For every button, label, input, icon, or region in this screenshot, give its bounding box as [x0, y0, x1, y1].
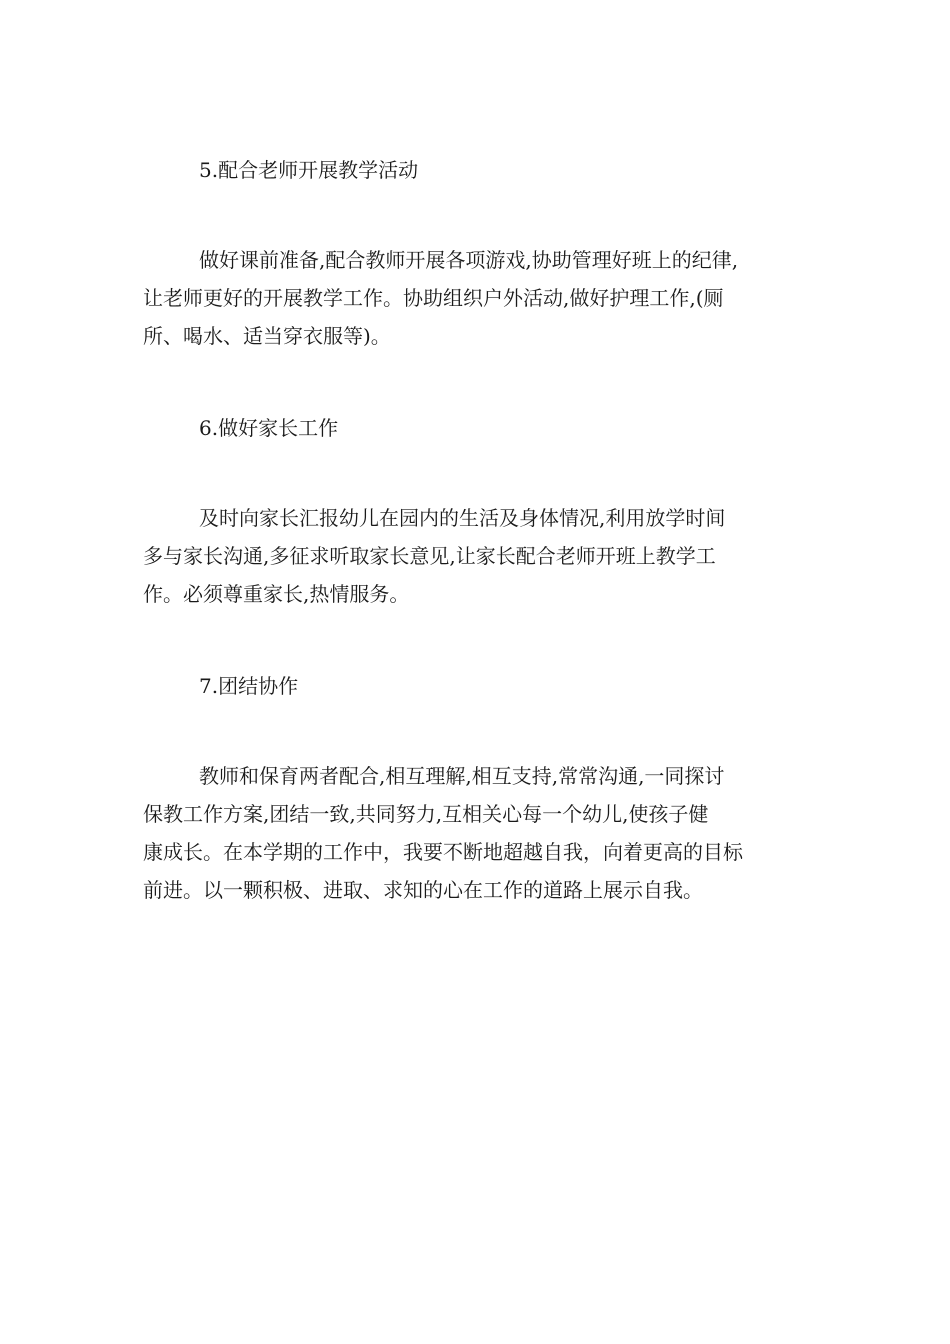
- section-heading-7: 7.团结协作: [199, 674, 299, 698]
- paragraph-line: 所、喝水、适当穿衣服等)。: [143, 324, 391, 348]
- paragraph-line: 前进。以一颗积极、进取、求知的心在工作的道路上展示自我。: [143, 878, 703, 902]
- paragraph-line: 多与家长沟通,多征求听取家长意见,让家长配合老师开班上教学工: [143, 544, 716, 568]
- section-paragraph-7: [143, 757, 815, 909]
- document-body: [143, 151, 815, 909]
- section-heading-5: 5.配合老师开展教学活动: [199, 158, 419, 182]
- paragraph-line: 教师和保育两者配合,相互理解,相互支持,常常沟通,一同探讨: [199, 764, 725, 788]
- paragraph-line: 让老师更好的开展教学工作。协助组织户外活动,做好护理工作,(厕: [143, 286, 724, 310]
- section-paragraph-5: [143, 241, 815, 355]
- paragraph-line: 作。必须尊重家长,热情服务。: [143, 582, 410, 606]
- paragraph-line: 保教工作方案,团结一致,共同努力,互相关心每一个幼儿,使孩子健: [143, 802, 709, 826]
- section-paragraph-6: [143, 499, 815, 613]
- paragraph-line: 康成长。在本学期的工作中，我要不断地超越自我，向着更高的目标: [143, 840, 743, 864]
- section-heading-6: 6.做好家长工作: [199, 416, 339, 440]
- paragraph-line: 及时向家长汇报幼儿在园内的生活及身体情况,利用放学时间: [199, 506, 726, 530]
- paragraph-line: 做好课前准备,配合教师开展各项游戏,协助管理好班上的纪律,: [199, 248, 739, 272]
